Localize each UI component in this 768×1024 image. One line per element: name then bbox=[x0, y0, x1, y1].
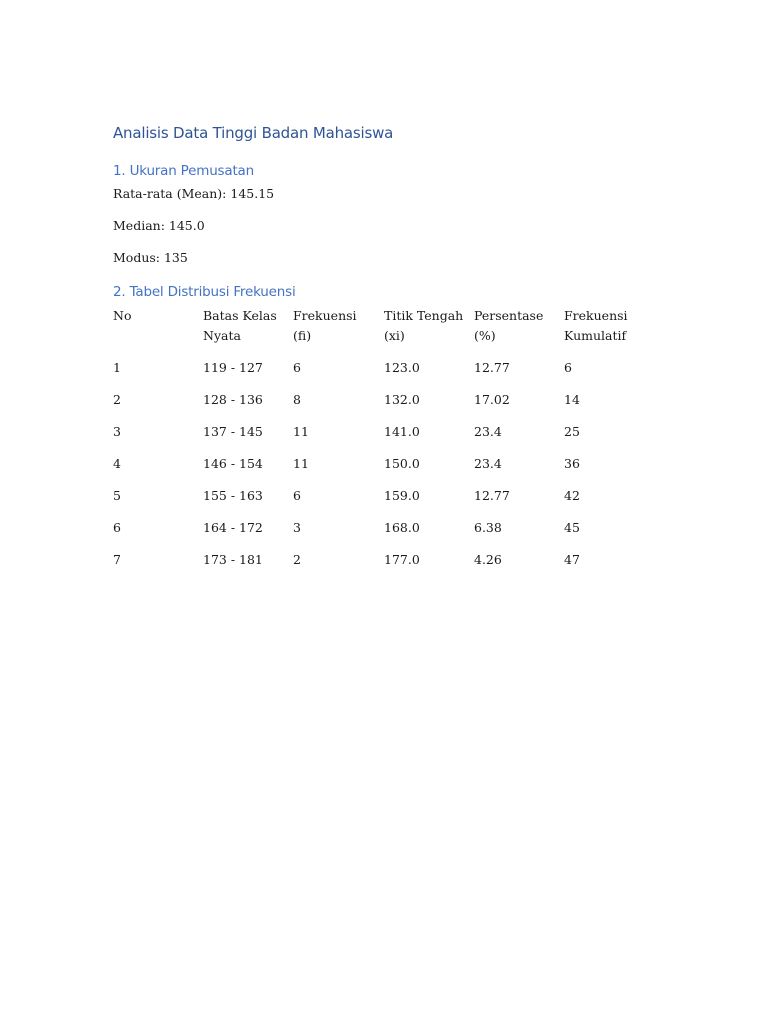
table-cell: 173 - 181 bbox=[203, 552, 263, 567]
table-cell: 12.77 bbox=[474, 360, 510, 375]
median-text: Median: 145.0 bbox=[113, 218, 205, 233]
table-row bbox=[113, 486, 673, 518]
header-line: Persentase bbox=[474, 308, 544, 323]
table-cell: 42 bbox=[564, 488, 580, 503]
table-cell: 6 bbox=[293, 360, 301, 375]
header-cumulative-frequency bbox=[564, 306, 628, 346]
table-cell: 23.4 bbox=[474, 424, 502, 439]
table-cell: 3 bbox=[293, 520, 301, 535]
table-cell: 150.0 bbox=[384, 456, 420, 471]
table-cell: 159.0 bbox=[384, 488, 420, 503]
header-line: Kumulatif bbox=[564, 328, 627, 343]
section-heading-frequency-table: 2. Tabel Distribusi Frekuensi bbox=[113, 284, 296, 300]
mode-text: Modus: 135 bbox=[113, 250, 188, 265]
table-cell: 119 - 127 bbox=[203, 360, 263, 375]
header-class-boundary bbox=[203, 306, 277, 346]
table-cell: 8 bbox=[293, 392, 301, 407]
table-row bbox=[113, 390, 673, 422]
table-cell: 23.4 bbox=[474, 456, 502, 471]
header-midpoint bbox=[384, 306, 463, 346]
table-cell: 3 bbox=[113, 424, 121, 439]
table-cell: 155 - 163 bbox=[203, 488, 263, 503]
table-cell: 164 - 172 bbox=[203, 520, 263, 535]
table-cell: 7 bbox=[113, 552, 121, 567]
header-no bbox=[113, 306, 131, 326]
header-line: Nyata bbox=[203, 328, 241, 343]
header-line: (xi) bbox=[384, 328, 405, 343]
mean-text: Rata-rata (Mean): 145.15 bbox=[113, 186, 275, 201]
table-cell: 168.0 bbox=[384, 520, 420, 535]
header-line: No bbox=[113, 308, 132, 323]
header-line: Frekuensi bbox=[293, 308, 357, 323]
table-cell: 123.0 bbox=[384, 360, 420, 375]
table-row bbox=[113, 518, 673, 550]
table-cell: 5 bbox=[113, 488, 121, 503]
header-line: Frekuensi bbox=[564, 308, 628, 323]
table-cell: 4 bbox=[113, 456, 121, 471]
header-line: Titik Tengah bbox=[384, 308, 464, 323]
table-cell: 14 bbox=[564, 392, 580, 407]
table-header-row bbox=[113, 306, 673, 358]
table-cell: 47 bbox=[564, 552, 580, 567]
table-cell: 25 bbox=[564, 424, 580, 439]
table-cell: 11 bbox=[293, 456, 309, 471]
table-cell: 128 - 136 bbox=[203, 392, 263, 407]
document-title: Analisis Data Tinggi Badan Mahasiswa bbox=[113, 124, 394, 142]
table-row bbox=[113, 358, 673, 390]
table-cell: 4.26 bbox=[474, 552, 502, 567]
table-cell: 132.0 bbox=[384, 392, 420, 407]
header-line: Batas Kelas bbox=[203, 308, 277, 323]
header-frequency bbox=[293, 306, 357, 346]
table-cell: 2 bbox=[113, 392, 121, 407]
table-cell: 6.38 bbox=[474, 520, 502, 535]
table-cell: 6 bbox=[293, 488, 301, 503]
header-percentage bbox=[474, 306, 543, 346]
table-cell: 17.02 bbox=[474, 392, 510, 407]
header-line: (%) bbox=[474, 328, 496, 343]
table-cell: 6 bbox=[113, 520, 121, 535]
section-heading-central-tendency: 1. Ukuran Pemusatan bbox=[113, 163, 254, 179]
table-cell: 6 bbox=[564, 360, 572, 375]
table-cell: 146 - 154 bbox=[203, 456, 263, 471]
frequency-distribution-table bbox=[113, 306, 673, 582]
table-row bbox=[113, 454, 673, 486]
table-cell: 137 - 145 bbox=[203, 424, 263, 439]
table-cell: 2 bbox=[293, 552, 301, 567]
table-cell: 1 bbox=[113, 360, 121, 375]
table-cell: 11 bbox=[293, 424, 309, 439]
table-cell: 12.77 bbox=[474, 488, 510, 503]
table-cell: 141.0 bbox=[384, 424, 420, 439]
table-cell: 45 bbox=[564, 520, 580, 535]
table-row bbox=[113, 550, 673, 582]
header-line: (fi) bbox=[293, 328, 312, 343]
table-row bbox=[113, 422, 673, 454]
table-cell: 36 bbox=[564, 456, 580, 471]
table-cell: 177.0 bbox=[384, 552, 420, 567]
